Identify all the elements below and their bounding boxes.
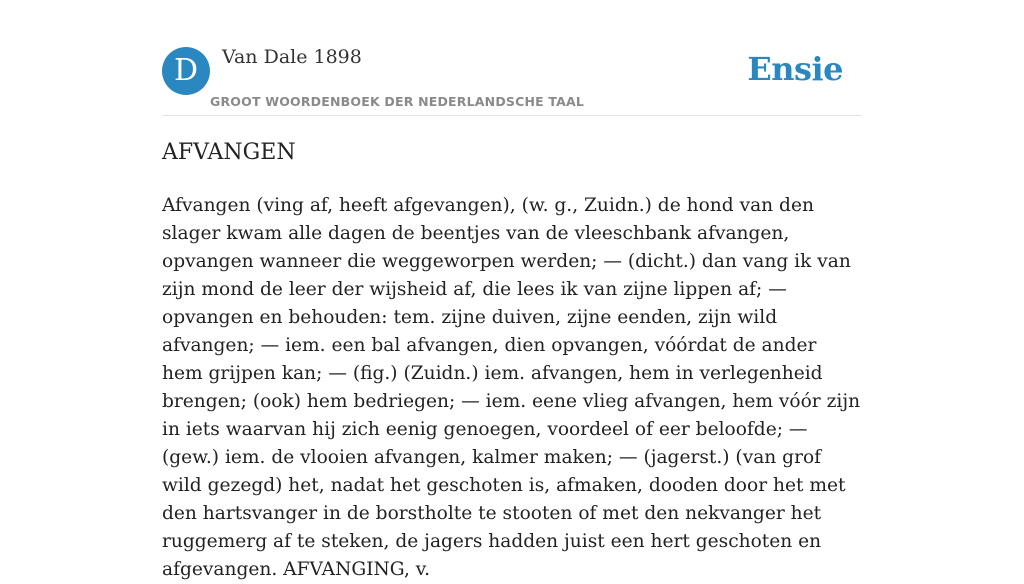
entry-headword: AFVANGEN [162, 140, 296, 165]
entry-definition: Afvangen (ving af, heeft afgevangen), (w. g., Zuidn.) de hond van den slager kwam alle dagen de beentjes van de vleeschbank afvangen, opvangen wanneer die weggeworpen werden; — (dicht.) dan vang ik van zijn mond de leer der wijsheid af, die lees ik van zijne lippen af; — opvangen en behouden: tem. zijne duiven, zijne eenden, zijn wild afvangen; — iem. een bal afvangen, dien opvangen, vóórdat de ander hem grijpen kan; — (fig.) (Zuidn.) iem. afvangen, hem in verlegenheid brengen; (ook) hem bedriegen; — iem. eene vlieg afvangen, hem vóór zijn in iets waarvan hij zich eenig genoegen, voordeel of eer beloofde; — (gew.) iem. de vlooien afvangen, kalmer maken; — (jagerst.) (van grof wild gezegd) het, nadat het geschoten is, afmaken, dooden door het met den hartsvanger in de borstholte te stooten of met den nekvanger het ruggemerg af te steken, de jagers hadden juist een hert geschoten en afgevangen. AFVANGING, v. [162, 195, 861, 580]
ensie-brand-link[interactable]: Ensie [747, 50, 843, 88]
dictionary-logo-icon[interactable]: D [162, 47, 210, 95]
dictionary-title[interactable]: Van Dale 1898 [222, 46, 362, 68]
dictionary-header [162, 46, 862, 116]
dictionary-subtitle: GROOT WOORDENBOEK DER NEDERLANDSCHE TAAL [210, 94, 585, 109]
